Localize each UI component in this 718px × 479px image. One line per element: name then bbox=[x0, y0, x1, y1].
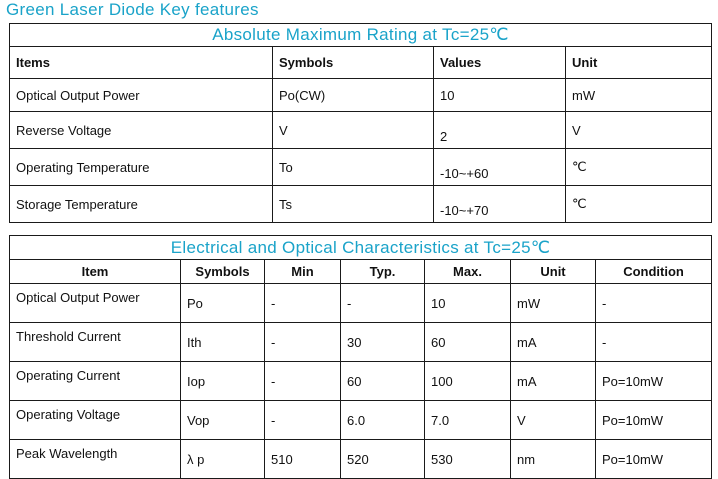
table-cell: 100 bbox=[425, 362, 511, 401]
table-cell: ℃ bbox=[566, 186, 712, 223]
table-cell: 520 bbox=[341, 440, 425, 479]
header-cell: Symbols bbox=[181, 260, 265, 284]
table-cell: 60 bbox=[425, 323, 511, 362]
table-cell: mW bbox=[566, 79, 712, 112]
table-cell: V bbox=[273, 112, 434, 149]
electrical-optical-characteristics-table bbox=[9, 235, 712, 479]
table-cell: Operating Temperature bbox=[10, 149, 273, 186]
table-cell: Reverse Voltage bbox=[10, 112, 273, 149]
table-cell: - bbox=[596, 284, 712, 323]
table-cell: mA bbox=[511, 323, 596, 362]
table-cell: Ts bbox=[273, 186, 434, 223]
table-cell: 60 bbox=[341, 362, 425, 401]
table-cell: - bbox=[265, 362, 341, 401]
table-cell: -10~+60 bbox=[434, 149, 566, 186]
table-cell: 6.0 bbox=[341, 401, 425, 440]
table-cell: 2 bbox=[434, 112, 566, 149]
absolute-maximum-rating-table bbox=[9, 23, 712, 223]
table-row bbox=[10, 440, 712, 479]
table-row bbox=[10, 112, 712, 149]
table-cell: ℃ bbox=[566, 149, 712, 186]
header-cell: Items bbox=[10, 47, 273, 79]
table-cell: 530 bbox=[425, 440, 511, 479]
table-cell: - bbox=[265, 323, 341, 362]
table-row bbox=[10, 362, 712, 401]
table-cell: Vop bbox=[181, 401, 265, 440]
table-cell: 30 bbox=[341, 323, 425, 362]
table-cell: Threshold Current bbox=[10, 323, 181, 362]
table-cell: -10~+70 bbox=[434, 186, 566, 223]
table-cell: mW bbox=[511, 284, 596, 323]
table-cell: - bbox=[265, 401, 341, 440]
table-cell: Operating Current bbox=[10, 362, 181, 401]
table-cell: Po bbox=[181, 284, 265, 323]
header-cell: Min bbox=[265, 260, 341, 284]
table-cell: Po=10mW bbox=[596, 401, 712, 440]
header-cell: Typ. bbox=[341, 260, 425, 284]
table-cell: Po=10mW bbox=[596, 362, 712, 401]
table-cell: 510 bbox=[265, 440, 341, 479]
table-cell: To bbox=[273, 149, 434, 186]
table-cell: Ith bbox=[181, 323, 265, 362]
table-cell: Operating Voltage bbox=[10, 401, 181, 440]
table-header-row bbox=[10, 260, 712, 284]
table-cell: mA bbox=[511, 362, 596, 401]
table-cell: Po=10mW bbox=[596, 440, 712, 479]
header-cell: Max. bbox=[425, 260, 511, 284]
table-cell: 10 bbox=[425, 284, 511, 323]
table-cell: 10 bbox=[434, 79, 566, 112]
table-cell: V bbox=[511, 401, 596, 440]
header-cell: Item bbox=[10, 260, 181, 284]
table-cell: Optical Output Power bbox=[10, 79, 273, 112]
table-cell: nm bbox=[511, 440, 596, 479]
header-cell: Condition bbox=[596, 260, 712, 284]
table-cell: Optical Output Power bbox=[10, 284, 181, 323]
table-caption: Electrical and Optical Characteristics at Tc=25℃ bbox=[10, 236, 712, 260]
table-cell: - bbox=[341, 284, 425, 323]
table-cell: Peak Wavelength bbox=[10, 440, 181, 479]
table-caption: Absolute Maximum Rating at Tc=25℃ bbox=[10, 24, 712, 47]
table-cell: Storage Temperature bbox=[10, 186, 273, 223]
table-row bbox=[10, 284, 712, 323]
table-row bbox=[10, 79, 712, 112]
table-cell: - bbox=[265, 284, 341, 323]
table-cell: V bbox=[566, 112, 712, 149]
header-cell: Values bbox=[434, 47, 566, 79]
header-cell: Unit bbox=[511, 260, 596, 284]
table-row bbox=[10, 401, 712, 440]
table-caption-row bbox=[10, 24, 712, 47]
table-row bbox=[10, 149, 712, 186]
table-row bbox=[10, 186, 712, 223]
header-cell: Unit bbox=[566, 47, 712, 79]
table-row bbox=[10, 323, 712, 362]
table-cell: Iop bbox=[181, 362, 265, 401]
table-header-row bbox=[10, 47, 712, 79]
header-cell: Symbols bbox=[273, 47, 434, 79]
page-title: Green Laser Diode Key features bbox=[6, 0, 259, 19]
table-cell: λ p bbox=[181, 440, 265, 479]
table-caption-row bbox=[10, 236, 712, 260]
table-cell: 7.0 bbox=[425, 401, 511, 440]
table-cell: Po(CW) bbox=[273, 79, 434, 112]
table-cell: - bbox=[596, 323, 712, 362]
